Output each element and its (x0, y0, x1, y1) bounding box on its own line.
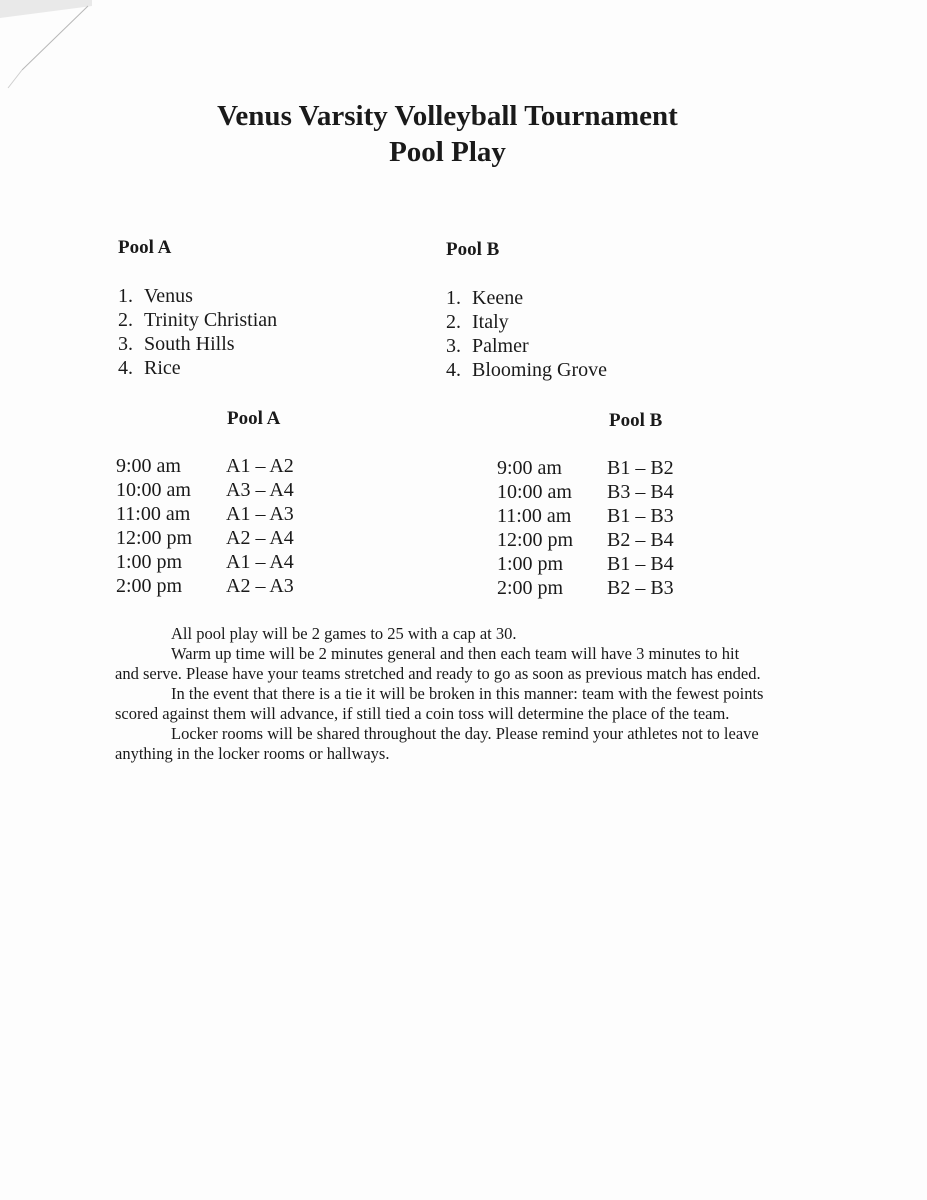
schedule-row: 10:00 am A3 – A4 (116, 479, 294, 501)
rules-notes (115, 624, 765, 764)
note-paragraph: Warm up time will be 2 minutes general and then each team will have 3 minutes to hit and serve. Please have your teams stretched and ready to go as soon as previous match has ended. (115, 644, 761, 683)
pool-b-team: 3. Palmer (446, 335, 529, 357)
pool-b-roster-heading: Pool B (446, 239, 500, 260)
schedule-row: 9:00 am B1 – B2 (497, 457, 674, 479)
schedule-row: 12:00 pm B2 – B4 (497, 529, 674, 551)
pool-b-team: 4. Blooming Grove (446, 359, 607, 381)
pool-b-team: 2. Italy (446, 311, 509, 333)
schedule-row: 11:00 am A1 – A3 (116, 503, 294, 525)
schedule-row: 1:00 pm A1 – A4 (116, 551, 294, 573)
schedule-row: 10:00 am B3 – B4 (497, 481, 674, 503)
pool-a-schedule-heading: Pool A (227, 408, 281, 429)
pool-a-team-list (118, 284, 277, 380)
pool-b-team: 1. Keene (446, 287, 524, 309)
schedule-row: 9:00 am A1 – A2 (116, 455, 294, 477)
schedule-row: 12:00 pm A2 – A4 (116, 527, 294, 549)
pool-b-schedule-heading: Pool B (609, 410, 663, 431)
folded-corner-mark (0, 0, 100, 90)
title-line-2: Pool Play (389, 136, 506, 168)
pool-a-team: 2. Trinity Christian (118, 309, 278, 331)
note-paragraph: All pool play will be 2 games to 25 with a cap at 30. (171, 624, 517, 643)
title-line-1: Venus Varsity Volleyball Tournament (217, 100, 678, 132)
pool-a-schedule (116, 454, 294, 598)
pool-b-schedule (497, 456, 674, 600)
page-title (0, 98, 895, 170)
pool-a-team: 4. Rice (118, 357, 181, 379)
schedule-row: 2:00 pm A2 – A3 (116, 575, 294, 597)
note-paragraph: In the event that there is a tie it will be broken in this manner: team with the fewest points scored against them will advance, if still tied a coin toss will determine the place of the team. (115, 684, 764, 723)
schedule-row: 11:00 am B1 – B3 (497, 505, 674, 527)
pool-a-roster-heading: Pool A (118, 237, 172, 258)
note-paragraph: Locker rooms will be shared throughout the day. Please remind your athletes not to leave anything in the locker rooms or hallways. (115, 724, 759, 763)
pool-b-team-list (446, 286, 607, 382)
schedule-row: 2:00 pm B2 – B3 (497, 577, 674, 599)
schedule-row: 1:00 pm B1 – B4 (497, 553, 674, 575)
pool-a-team: 1. Venus (118, 285, 193, 307)
pool-a-team: 3. South Hills (118, 333, 235, 355)
